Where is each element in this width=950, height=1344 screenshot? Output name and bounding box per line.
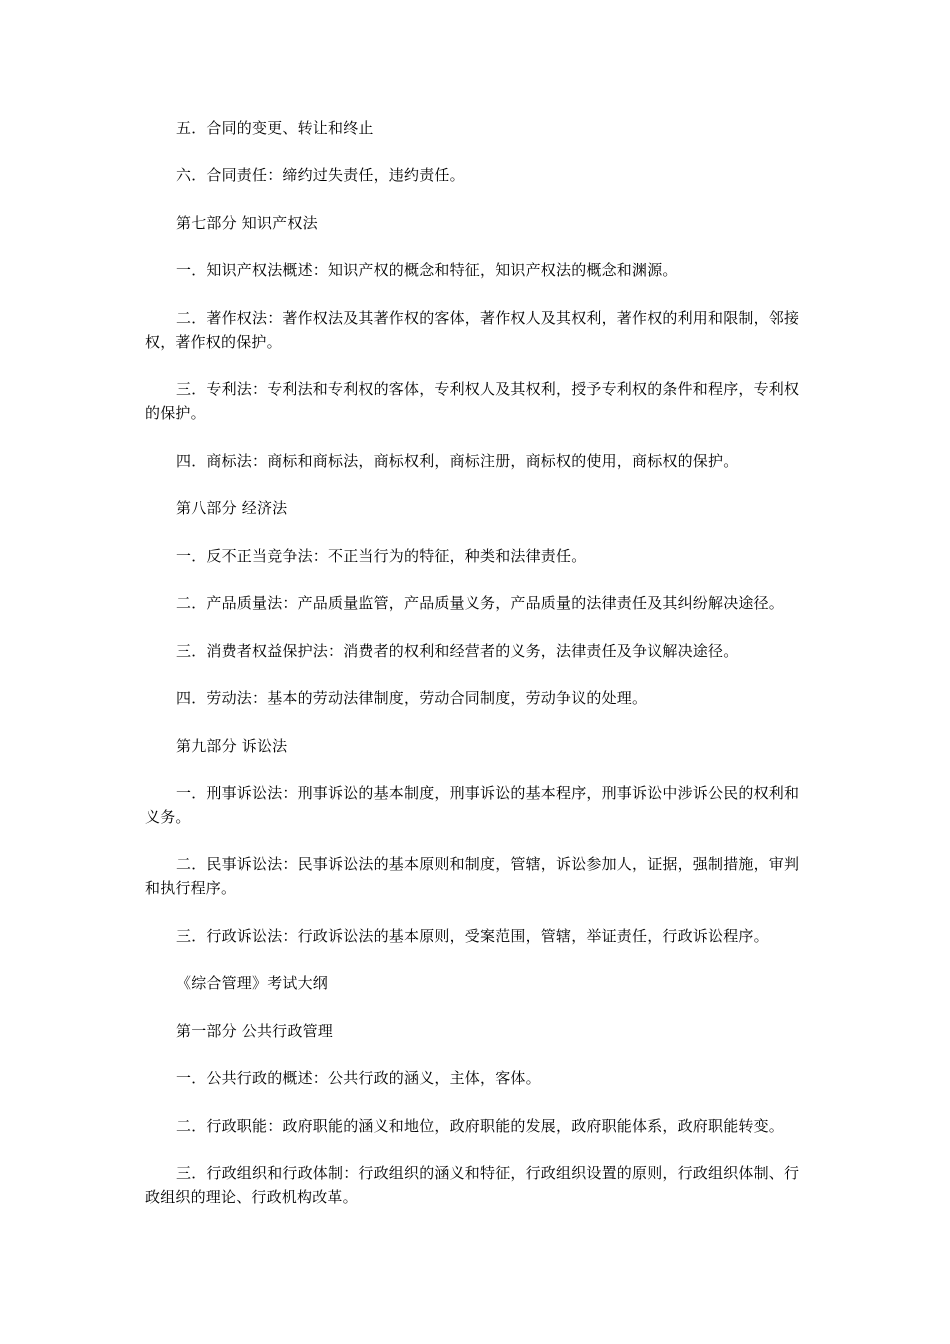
paragraph-patent-law: 三．专利法：专利法和专利权的客体，专利权人及其权利，授予专利权的条件和程序，专利权的保护。 <box>145 380 800 422</box>
paragraph-product-quality: 二．产品质量法：产品质量监管，产品质量义务，产品质量的法律责任及其纠纷解决途径。 <box>176 594 785 612</box>
paragraph-civil-procedure: 二．民事诉讼法：民事诉讼法的基本原则和制度，管辖，诉讼参加人，证据，强制措施，审判和执行程序。 <box>145 855 800 897</box>
section-heading-economic-law: 第八部分 经济法 <box>176 499 288 517</box>
paragraph-unfair-competition: 一．反不正当竞争法：不正当行为的特征，种类和法律责任。 <box>176 547 587 565</box>
paragraph-criminal-procedure: 一．刑事诉讼法：刑事诉讼的基本制度，刑事诉讼的基本程序，刑事诉讼中涉诉公民的权利和义务。 <box>145 784 800 826</box>
paragraph-copyright-law: 二．著作权法：著作权法及其著作权的客体，著作权人及其权利，著作权的利用和限制，邻接权，著作权的保护。 <box>145 309 800 351</box>
heading-management-syllabus: 《综合管理》考试大纲 <box>176 974 329 992</box>
section-heading-ip-law: 第七部分 知识产权法 <box>176 214 318 232</box>
section-heading-procedural-law: 第九部分 诉讼法 <box>176 737 288 755</box>
paragraph-contract-liability: 六．合同责任：缔约过失责任，违约责任。 <box>176 166 465 184</box>
paragraph-ip-overview: 一．知识产权法概述：知识产权的概念和特征，知识产权法的概念和渊源。 <box>176 261 678 279</box>
paragraph-contract-change: 五．合同的变更、转让和终止 <box>176 119 374 137</box>
paragraph-admin-functions: 二．行政职能：政府职能的涵义和地位，政府职能的发展，政府职能体系，政府职能转变。 <box>176 1117 785 1135</box>
paragraph-consumer-protection: 三．消费者权益保护法：消费者的权利和经营者的义务，法律责任及争议解决途径。 <box>176 642 739 660</box>
paragraph-labor-law: 四．劳动法：基本的劳动法律制度，劳动合同制度，劳动争议的处理。 <box>176 689 648 707</box>
paragraph-administrative-procedure: 三．行政诉讼法：行政诉讼法的基本原则，受案范围，管辖，举证责任，行政诉讼程序。 <box>176 927 769 945</box>
paragraph-admin-organization: 三．行政组织和行政体制：行政组织的涵义和特征，行政组织设置的原则，行政组织体制、行政组织的理论、行政机构改革。 <box>145 1164 800 1206</box>
paragraph-trademark-law: 四．商标法：商标和商标法，商标权利，商标注册，商标权的使用，商标权的保护。 <box>176 452 739 470</box>
paragraph-public-admin-overview: 一．公共行政的概述：公共行政的涵义，主体，客体。 <box>176 1069 541 1087</box>
section-heading-public-administration: 第一部分 公共行政管理 <box>176 1022 333 1040</box>
